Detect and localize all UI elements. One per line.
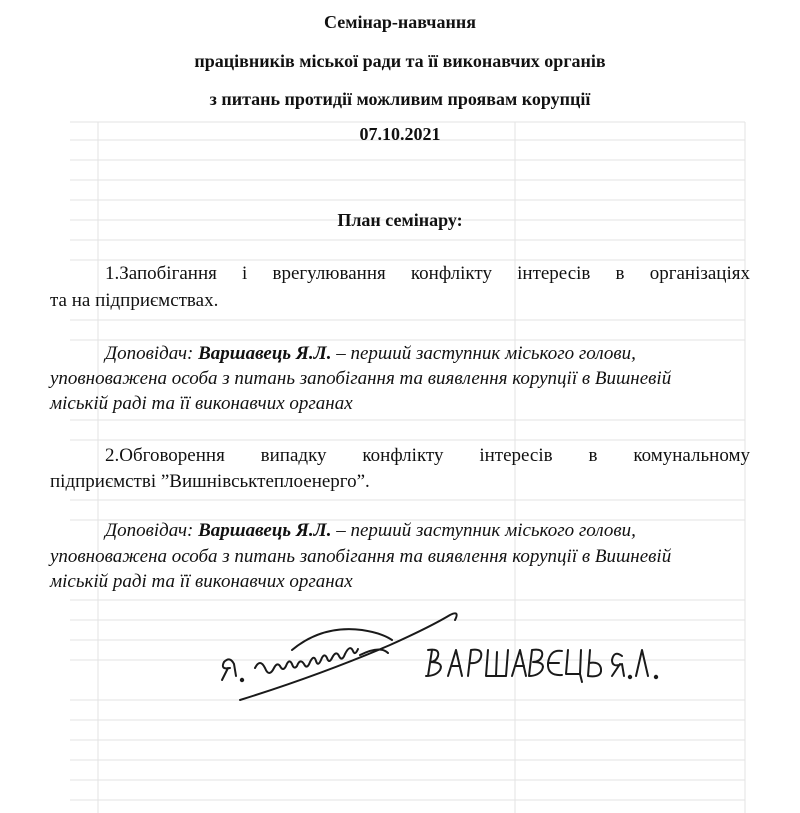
- seminar-audience: працівників міської ради та її виконавчих органів: [194, 51, 606, 71]
- agenda-item-1-speaker-line: [105, 343, 636, 365]
- speaker-label: Доповідач:: [105, 343, 194, 364]
- agenda-item-1-continuation: та на підприємствах.: [50, 290, 219, 311]
- plan-heading: План семінару:: [337, 210, 463, 230]
- speaker-role: – перший заступник міського голови,: [336, 520, 636, 541]
- agenda-item-2-speaker-role-3: міській раді та її виконавчих органах: [50, 571, 353, 592]
- agenda-item-1-speaker-role-3: міській раді та її виконавчих органах: [50, 393, 353, 414]
- agenda-item-2-continuation: підприємстві ”Вишнівськтеплоенерго”.: [50, 471, 370, 492]
- seminar-date: 07.10.2021: [359, 124, 441, 144]
- speaker-role: – перший заступник міського голови,: [336, 343, 636, 364]
- seminar-topic: з питань протидії можливим проявам корупції: [209, 89, 591, 109]
- handwritten-signature: [210, 610, 670, 720]
- agenda-item-2-speaker-line: [105, 520, 636, 542]
- seminar-title: Семінар-навчання: [324, 12, 476, 32]
- speaker-label: Доповідач:: [105, 520, 194, 541]
- agenda-item-2-speaker-role-2: уповноважена особа з питань запобігання та виявлення корупції в Вишневій: [50, 546, 672, 567]
- agenda-item-2-title: 2.Обговорення випадку конфлікту інтересів в комунальному: [105, 445, 750, 466]
- speaker-name: Варшавець Я.Л.: [198, 343, 332, 364]
- agenda-item-1-title: 1.Запобігання і врегулювання конфлікту інтересів в організаціях: [105, 263, 750, 284]
- speaker-name: Варшавець Я.Л.: [198, 520, 332, 541]
- agenda-item-1-speaker-role-2: уповноважена особа з питань запобігання та виявлення корупції в Вишневій: [50, 368, 672, 389]
